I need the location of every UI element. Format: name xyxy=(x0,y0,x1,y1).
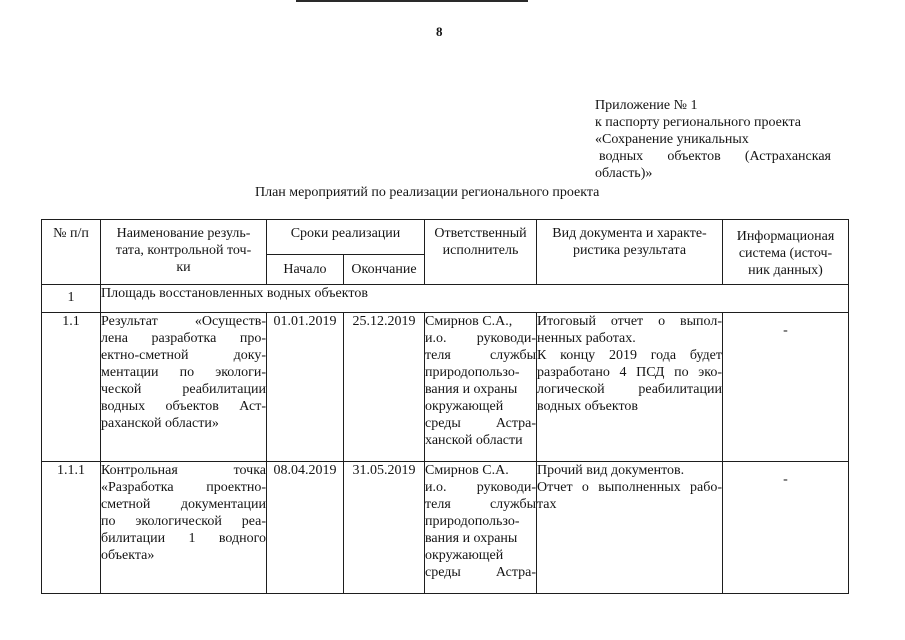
section-row xyxy=(42,285,849,313)
header-start: Начало xyxy=(267,255,344,285)
header-info-line: система (источ- xyxy=(738,246,833,261)
row-name: Результат «Осуществ- лена разработка про- ектно-сметной доку- ментации по экологи- ческой реабилитации водных объектов Аст- раханской области» xyxy=(101,313,267,462)
row-doc: Прочий вид документов. Отчет о выполненных рабо- тах xyxy=(537,462,723,594)
row-num: 1.1 xyxy=(42,313,101,462)
header-terms: Сроки реализации xyxy=(267,220,425,255)
header-doc-line: Вид документа и характе- xyxy=(552,226,707,241)
row-num: 1.1.1 xyxy=(42,462,101,594)
row-start-date: 01.01.2019 xyxy=(267,313,344,462)
appendix-block xyxy=(595,97,831,182)
header-responsible-line: исполнитель xyxy=(442,243,519,258)
header-num: № п/п xyxy=(42,220,101,285)
row-doc: Итоговый отчет о выпол- ненных работах. К концу 2019 года будет разработано 4 ПСД по эко- логической реабилитации водных объектов xyxy=(537,313,723,462)
header-row xyxy=(42,220,849,255)
section-title: Площадь восстановленных водных объектов xyxy=(101,285,849,313)
row-start-date: 08.04.2019 xyxy=(267,462,344,594)
row-responsible: Смирнов С.А., и.о. руководи- теля службы природопользо- вания и охраны окружающей среды Астра- ханской области xyxy=(425,313,537,462)
row-end-date: 31.05.2019 xyxy=(344,462,425,594)
header-info-line: Информационая xyxy=(736,229,835,244)
table-row xyxy=(42,313,849,462)
header-responsible-line: Ответственный xyxy=(434,226,527,241)
page-number: 8 xyxy=(436,24,443,39)
row-responsible: Смирнов С.А. и.о. руководи- теля службы природопользо- вания и охраны окружающей среды Астра- xyxy=(425,462,537,594)
row-info: - xyxy=(723,313,849,462)
header-info xyxy=(723,220,849,285)
header-doc xyxy=(537,220,723,285)
appendix-line: к паспорту регионального проекта xyxy=(595,115,801,130)
row-name: Контрольная точка «Разработка проектно- сметной документации по экологической реа- билитации 1 водного объекта» xyxy=(101,462,267,594)
plan-title: План мероприятий по реализации регионального проекта xyxy=(255,185,600,200)
table-row xyxy=(42,462,849,594)
header-responsible xyxy=(425,220,537,285)
header-name-line: Наименование резуль- xyxy=(116,226,251,241)
top-border-line xyxy=(296,0,528,2)
header-name-line: тата, контрольной точ- xyxy=(115,243,252,258)
header-name-line: ки xyxy=(176,260,191,275)
header-doc-line: ристика результата xyxy=(572,243,687,258)
row-end-date: 25.12.2019 xyxy=(344,313,425,462)
header-name xyxy=(101,220,267,285)
section-num: 1 xyxy=(42,285,101,313)
appendix-line: Приложение № 1 xyxy=(595,98,698,113)
appendix-line: «Сохранение уникальных xyxy=(595,132,749,147)
header-end: Окончание xyxy=(344,255,425,285)
row-info: - xyxy=(723,462,849,594)
appendix-line: область)» xyxy=(595,166,653,181)
header-info-line: ник данных) xyxy=(748,263,823,278)
activities-table xyxy=(41,219,849,594)
appendix-line: водных объектов (Астраханская xyxy=(599,149,831,164)
